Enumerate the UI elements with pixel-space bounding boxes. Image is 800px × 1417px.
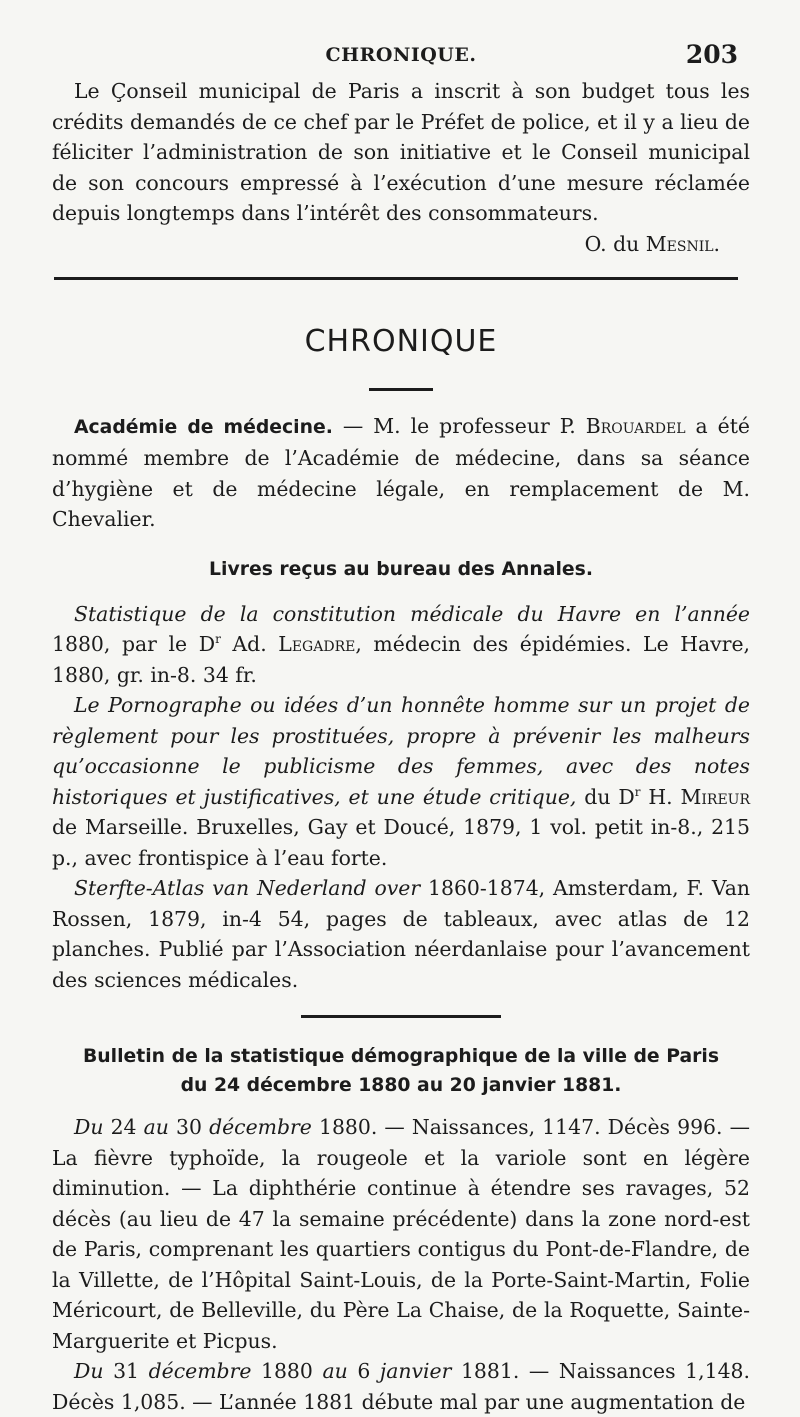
book-title: Le Pornographe ou idées d’un honnête homme sur un projet de règlement pour les prostituées, propre à prévenir les malheurs qu’occasionne le publicisme des femmes, avec des notes historiques et justificatives, et une étude critique, xyxy=(52,693,750,809)
bulletin-text: 1881. — Naissances 1,148. Décès 1,085. — L’année 1881 débute mal par une augmentation de xyxy=(52,1359,750,1414)
bulletin-heading-line: Bulletin de la statistique démographique de la ville de Paris xyxy=(82,1046,720,1067)
academie-text-before: — M. le professeur P. xyxy=(332,413,586,438)
book-text: H. xyxy=(640,784,681,809)
book-entry xyxy=(52,599,750,691)
date-word: Du xyxy=(74,1115,104,1139)
book-author: Mireur xyxy=(680,784,751,809)
section-divider xyxy=(54,277,738,280)
date-number: 30 xyxy=(168,1115,210,1139)
date-word: au xyxy=(143,1115,169,1139)
date-number: 24 xyxy=(103,1115,144,1139)
running-header xyxy=(52,0,750,70)
bulletin-text: 1880. — Naissances, 1147. Décès 996. — La fièvre typhoïde, la rougeole et la variole sont en légère diminution. — La diphthérie continue à étendre ses ravages, 52 décès (au lieu de 47 la semaine précédente) dans la zone nord-est de Paris, comprenant les quartiers contigus du Pont-de-Flandre, de la Villette, de l’Hôpital Saint-Louis, de la Porte-Saint-Martin, Folie Méricourt, de Belleville, du Père La Chaise, de la Roquette, Sainte-Marguerite et Picpus. xyxy=(52,1115,750,1353)
title-rule xyxy=(369,388,433,391)
bulletin-heading-line: du 24 décembre 1880 au 20 janvier 1881. xyxy=(180,1075,622,1096)
book-sup: r xyxy=(634,784,641,799)
book-title: Sterfte-Atlas van Nederland over xyxy=(74,876,421,900)
author-signature xyxy=(52,229,750,259)
book-entry xyxy=(52,690,750,873)
date-month: décembre xyxy=(209,1115,312,1139)
academie-name: Brouardel xyxy=(585,413,686,438)
book-sup: r xyxy=(215,632,221,647)
academie-paragraph xyxy=(52,411,750,535)
date-number: 6 xyxy=(347,1359,380,1383)
bulletin-heading xyxy=(52,1042,750,1100)
academie-run-head: Académie de médecine. xyxy=(74,416,333,438)
book-text: Ad. xyxy=(220,632,279,656)
date-number: 31 xyxy=(103,1359,149,1383)
book-entry xyxy=(52,873,750,995)
livres-heading: Livres reçus au bureau des Annales. xyxy=(209,558,593,580)
date-word: Du xyxy=(74,1359,104,1383)
book-author: Legadre xyxy=(278,632,356,656)
book-title: Statistique de la constitution médicale du Havre en l’année xyxy=(74,601,750,626)
signature-name: Mesnil. xyxy=(645,231,720,256)
book-text: du D xyxy=(576,784,635,809)
academie-text-after: a été nommé membre de l’Académie de médecine, dans sa séance d’hygiène et de médecine légale, en remplacement de M. Chevalier. xyxy=(52,413,750,531)
section-divider xyxy=(301,1015,501,1018)
book-text: , médecin des épidémies. Le Havre, 1880, gr. in-8. 34 fr. xyxy=(52,632,751,687)
date-word: au xyxy=(322,1359,348,1383)
date-month: janvier xyxy=(379,1359,452,1383)
section-title: CHRONIQUE xyxy=(304,323,498,359)
intro-paragraph: Le Çonseil municipal de Paris a inscrit à son budget tous les crédits demandés de ce chef par le Préfet de police, et il y a lieu de féliciter l’administration de son initiative et le Conseil municipal de son concours empressé à l’exécution d’une mesure réclamée depuis longtemps dans l’intérêt des consommateurs. xyxy=(52,79,750,225)
page-number: 203 xyxy=(685,40,738,69)
book-text: 1860-1874, Amsterdam, F. Van Rossen, 1879, in-4 54, pages de tableaux, avec atlas de 12 planches. Publié par l’Association néerdanlaise pour l’avancement des sciences médicales. xyxy=(52,876,750,992)
signature-initial: O. du xyxy=(584,231,640,256)
running-title: CHRONIQUE. xyxy=(325,44,477,66)
book-text: de Marseille. Bruxelles, Gay et Doucé, 1879, 1 vol. petit in-8., 215 p., avec frontispice à l’eau forte. xyxy=(52,815,750,870)
date-number: 1880 xyxy=(251,1359,323,1383)
bulletin-paragraph xyxy=(52,1112,750,1356)
date-month: décembre xyxy=(148,1359,252,1383)
book-text: 1880, par le D xyxy=(52,632,216,656)
bulletin-paragraph xyxy=(52,1356,750,1417)
